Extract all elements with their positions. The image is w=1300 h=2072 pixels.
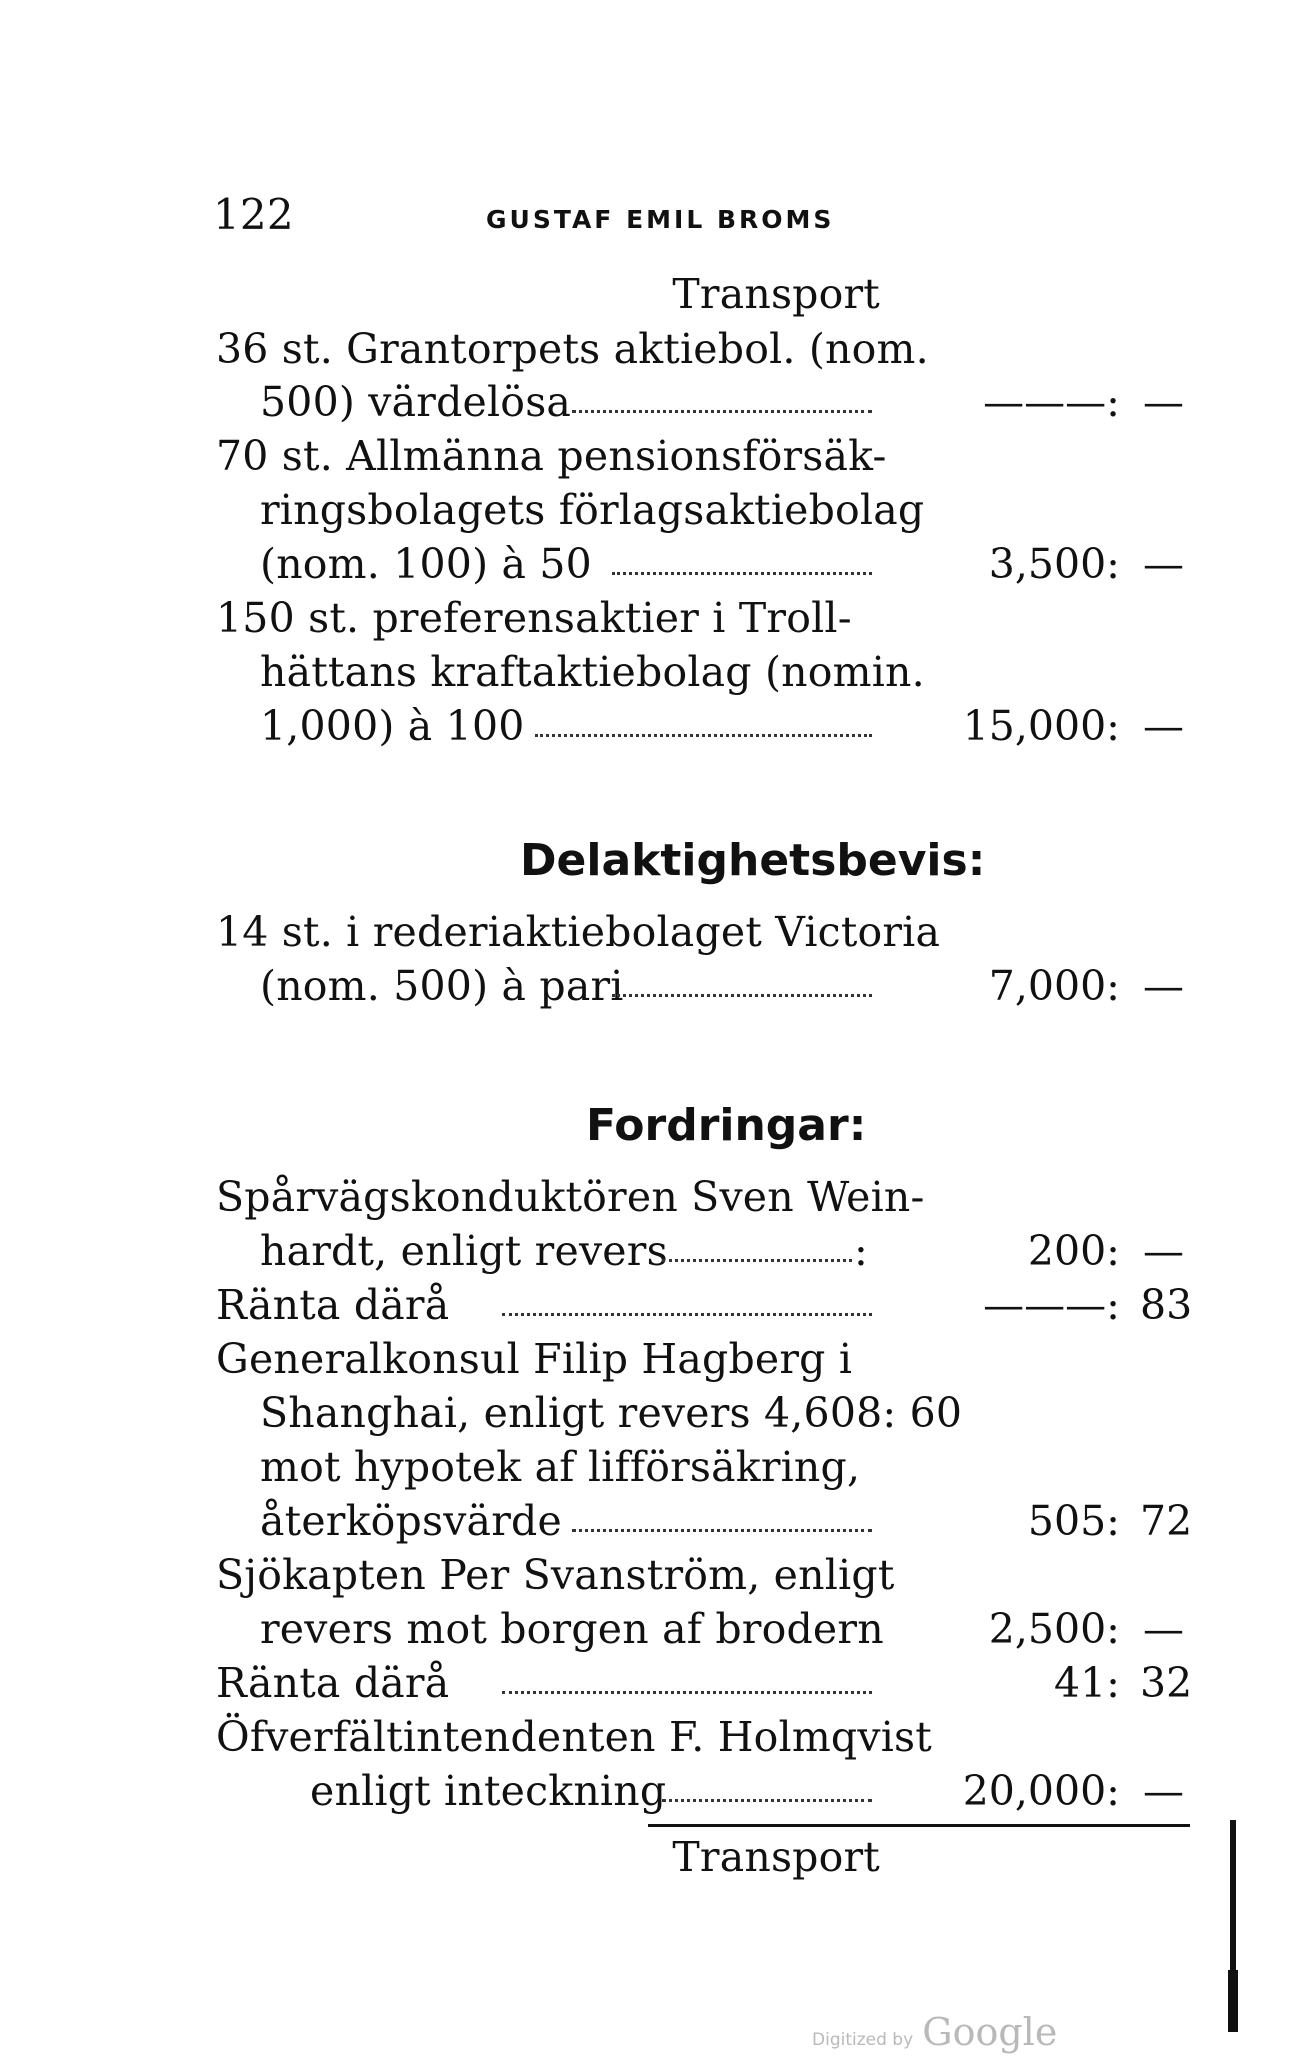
amount-ore: 72 <box>1140 1497 1193 1545</box>
amount-kronor: 7,000: <box>988 962 1120 1010</box>
entry-line: revers mot borgen af brodern <box>260 1605 884 1653</box>
entry-line: Sjökapten Per Svanström, enligt <box>216 1551 895 1599</box>
entry-line: Öfverfältintendenten F. Holmqvist <box>216 1713 932 1761</box>
amount-ore: — <box>1143 540 1184 588</box>
entry-line: Ränta därå <box>216 1659 450 1707</box>
amount-kronor: ———: <box>983 378 1120 426</box>
entry-line: återköpsvärde <box>260 1497 562 1545</box>
stray-mark: : <box>854 1227 869 1275</box>
transport-forward: Transport <box>672 1833 880 1881</box>
amount-ore: — <box>1143 962 1184 1010</box>
entry-line: Shanghai, enligt revers 4,608: 60 <box>260 1389 963 1437</box>
entry-line: Generalkonsul Filip Hagberg i <box>216 1335 853 1383</box>
leader-dots <box>572 1529 872 1532</box>
entry-line: (nom. 500) à pari <box>260 962 624 1010</box>
amount-ore: — <box>1143 1605 1184 1653</box>
leader-dots <box>502 1691 872 1694</box>
amount-kronor: 41: <box>1054 1659 1120 1707</box>
amount-kronor: 200: <box>1027 1227 1120 1275</box>
leader-dots <box>502 1313 872 1316</box>
scan-edge-mark <box>1228 1970 1238 2032</box>
digitized-watermark <box>812 2010 1057 2054</box>
amount-kronor: 3,500: <box>988 540 1120 588</box>
amount-kronor: 15,000: <box>962 702 1120 750</box>
page-number: 122 <box>213 190 294 239</box>
entry-line: Ränta därå <box>216 1281 450 1329</box>
entry-line: hättans kraftaktiebolag (nomin. <box>260 648 925 696</box>
entry-line: ringsbolagets förlagsaktiebolag <box>260 486 925 534</box>
section-heading-delaktighetsbevis: Delaktighetsbevis: <box>520 835 986 886</box>
leader-dots <box>662 1259 852 1262</box>
transport-carried: Transport <box>672 270 880 318</box>
entry-line: mot hypotek af lifförsäkring, <box>260 1443 861 1491</box>
leader-dots <box>535 734 872 737</box>
sum-rule <box>648 1824 1190 1827</box>
scan-edge-mark <box>1230 1820 1236 1970</box>
amount-ore: — <box>1143 1227 1184 1275</box>
leader-dots <box>572 410 872 413</box>
entry-line: 150 st. preferensaktier i Troll- <box>216 594 852 642</box>
leader-dots <box>662 1799 872 1802</box>
entry-line: 1,000) à 100 <box>260 702 525 750</box>
amount-kronor: 505: <box>1027 1497 1120 1545</box>
leader-dots <box>612 994 872 997</box>
amount-ore: 32 <box>1140 1659 1193 1707</box>
watermark-prefix: Digitized by <box>812 2030 914 2050</box>
entry-line: enligt inteckning <box>310 1767 667 1815</box>
entry-line: 500) värdelösa <box>260 378 572 426</box>
entry-line: 14 st. i rederiaktiebolaget Victoria <box>216 908 941 956</box>
amount-ore: — <box>1143 702 1184 750</box>
section-heading-fordringar: Fordringar: <box>586 1100 867 1151</box>
leader-dots <box>612 572 872 575</box>
amount-kronor: ———: <box>983 1281 1120 1329</box>
amount-ore: — <box>1143 378 1184 426</box>
amount-kronor: 20,000: <box>962 1767 1120 1815</box>
entry-line: (nom. 100) à 50 <box>260 540 592 588</box>
entry-line: 70 st. Allmänna pensionsförsäk- <box>216 432 887 480</box>
google-logo-text: Google <box>922 2010 1058 2054</box>
entry-line: Spårvägskonduktören Sven Wein- <box>216 1173 925 1221</box>
amount-ore: 83 <box>1140 1281 1193 1329</box>
entry-line: hardt, enligt revers <box>260 1227 668 1275</box>
running-title: GUSTAF EMIL BROMS <box>486 205 835 234</box>
amount-kronor: 2,500: <box>988 1605 1120 1653</box>
entry-line: 36 st. Grantorpets aktiebol. (nom. <box>216 325 929 373</box>
amount-ore: — <box>1143 1767 1184 1815</box>
